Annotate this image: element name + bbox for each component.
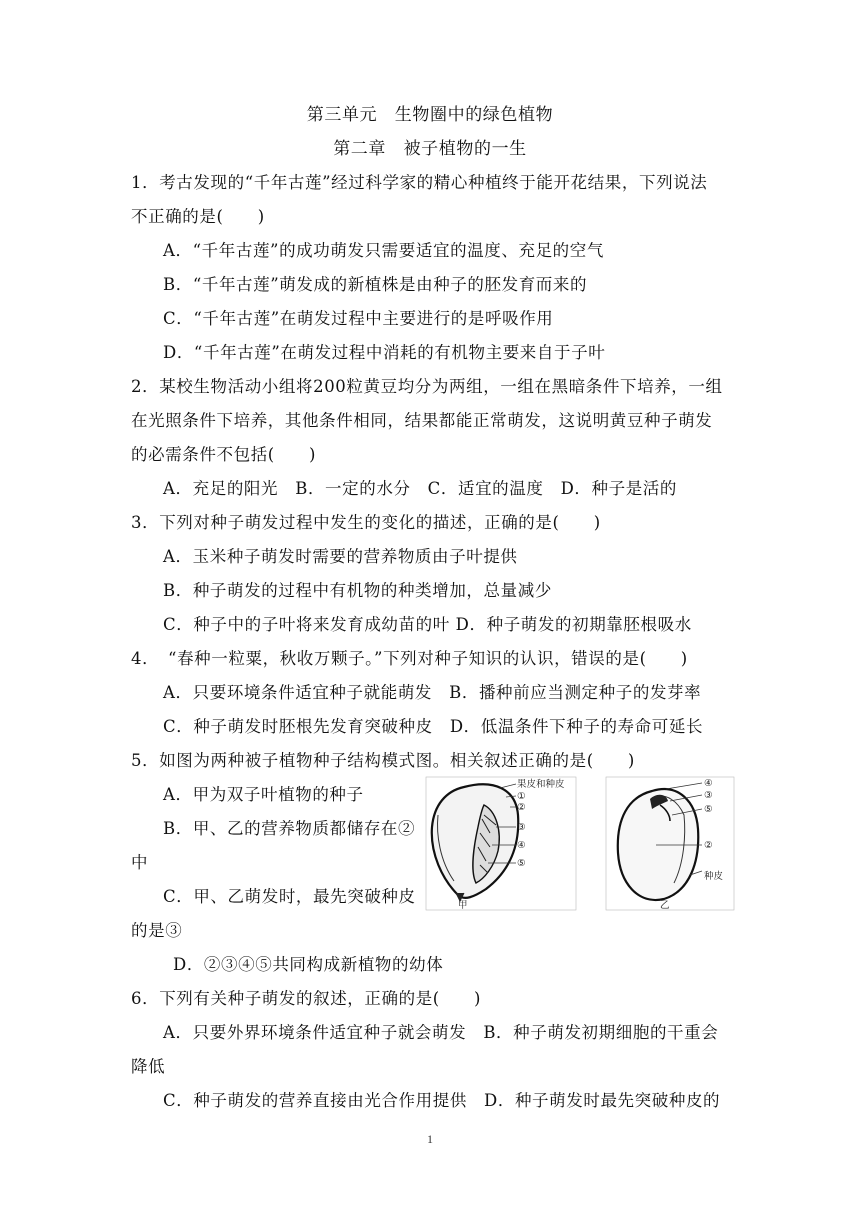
question-1-option-d: D．“千年古莲”在萌发过程中消耗的有机物主要来自于子叶 (163, 343, 606, 362)
question-1-line-2: 不正确的是( ) (131, 207, 265, 226)
question-5-option-b: B．甲、乙的营养物质都储存在② (163, 819, 416, 838)
jia-label-1: ① (517, 791, 526, 802)
question-6-line-1: 6．下列有关种子萌发的叙述，正确的是( ) (131, 989, 482, 1008)
seed-structure-figure (424, 775, 736, 915)
yi-label-seed-coat: 种皮 (704, 871, 724, 882)
question-4-line-1: 4． “春种一粒粟，秋收万颗子。”下列对种子知识的认识，错误的是( ) (131, 649, 688, 668)
jia-label-2: ② (517, 802, 526, 813)
jia-label-3: ③ (517, 822, 526, 833)
jia-caption: 甲 (458, 900, 468, 911)
question-2-line-1: 2．某校生物活动小组将200粒黄豆均分为两组，一组在黑暗条件下培养，一组 (131, 377, 723, 396)
question-6-option-cd: C．种子萌发的营养直接由光合作用提供 D．种子萌发时最先突破种皮的 (163, 1091, 721, 1110)
chapter-title: 第二章 被子植物的一生 (333, 139, 527, 159)
jia-label-pericarp: 果皮和种皮 (517, 779, 565, 790)
question-3-option-a: A．玉米种子萌发时需要的营养物质由子叶提供 (163, 547, 518, 566)
page-number: 1 (427, 1132, 433, 1146)
question-4-option-cd: C．种子萌发时胚根先发育突破种皮 D．低温条件下种子的寿命可延长 (163, 717, 704, 736)
yi-label-2: ② (704, 840, 713, 851)
question-3-option-cd: C．种子中的子叶将来发育成幼苗的叶 D．种子萌发的初期靠胚根吸水 (163, 615, 692, 634)
yi-label-4: ④ (704, 778, 713, 789)
question-1-line-1: 1．考古发现的“千年古莲”经过科学家的精心种植终于能开花结果，下列说法 (131, 173, 708, 192)
question-2-options: A．充足的阳光 B．一定的水分 C．适宜的温度 D．种子是活的 (163, 479, 677, 498)
question-5-line-1: 5．如图为两种被子植物种子结构模式图。相关叙述正确的是( ) (131, 751, 635, 770)
question-1-option-a: A．“千年古莲”的成功萌发只需要适宜的温度、充足的空气 (163, 241, 604, 260)
seed-diagram-yi (606, 777, 734, 911)
question-5-option-d: D．②③④⑤共同构成新植物的幼体 (173, 955, 444, 974)
question-6-option-b-cont: 降低 (131, 1057, 166, 1076)
question-3-line-1: 3．下列对种子萌发过程中发生的变化的描述，正确的是( ) (131, 513, 601, 532)
question-5-option-b-cont: 中 (131, 853, 149, 872)
yi-label-5: ⑤ (704, 804, 713, 815)
unit-title: 第三单元 生物圈中的绿色植物 (306, 105, 554, 125)
question-1-option-c: C．“千年古莲”在萌发过程中主要进行的是呼吸作用 (163, 309, 554, 328)
question-5-option-c-cont: 的是③ (131, 921, 183, 940)
yi-label-3: ③ (704, 790, 713, 801)
jia-label-4: ④ (517, 840, 526, 851)
yi-caption: 乙 (660, 900, 670, 911)
question-5-option-a: A．甲为双子叶植物的种子 (163, 785, 364, 804)
question-5-option-c: C．甲、乙萌发时，最先突破种皮 (163, 887, 416, 906)
question-3-option-b: B．种子萌发的过程中有机物的种类增加，总量减少 (163, 581, 552, 600)
question-2-line-2: 在光照条件下培养，其他条件相同，结果都能正常萌发，这说明黄豆种子萌发 (131, 411, 713, 430)
question-2-line-3: 的必需条件不包括( ) (131, 445, 317, 464)
seed-diagram-jia (426, 777, 576, 911)
question-4-option-ab: A．只要环境条件适宜种子就能萌发 B．播种前应当测定种子的发芽率 (163, 683, 702, 702)
question-6-option-ab: A．只要外界环境条件适宜种子就会萌发 B．种子萌发初期细胞的干重会 (163, 1023, 719, 1042)
jia-label-5: ⑤ (517, 858, 526, 869)
question-1-option-b: B．“千年古莲”萌发成的新植株是由种子的胚发育而来的 (163, 275, 588, 294)
